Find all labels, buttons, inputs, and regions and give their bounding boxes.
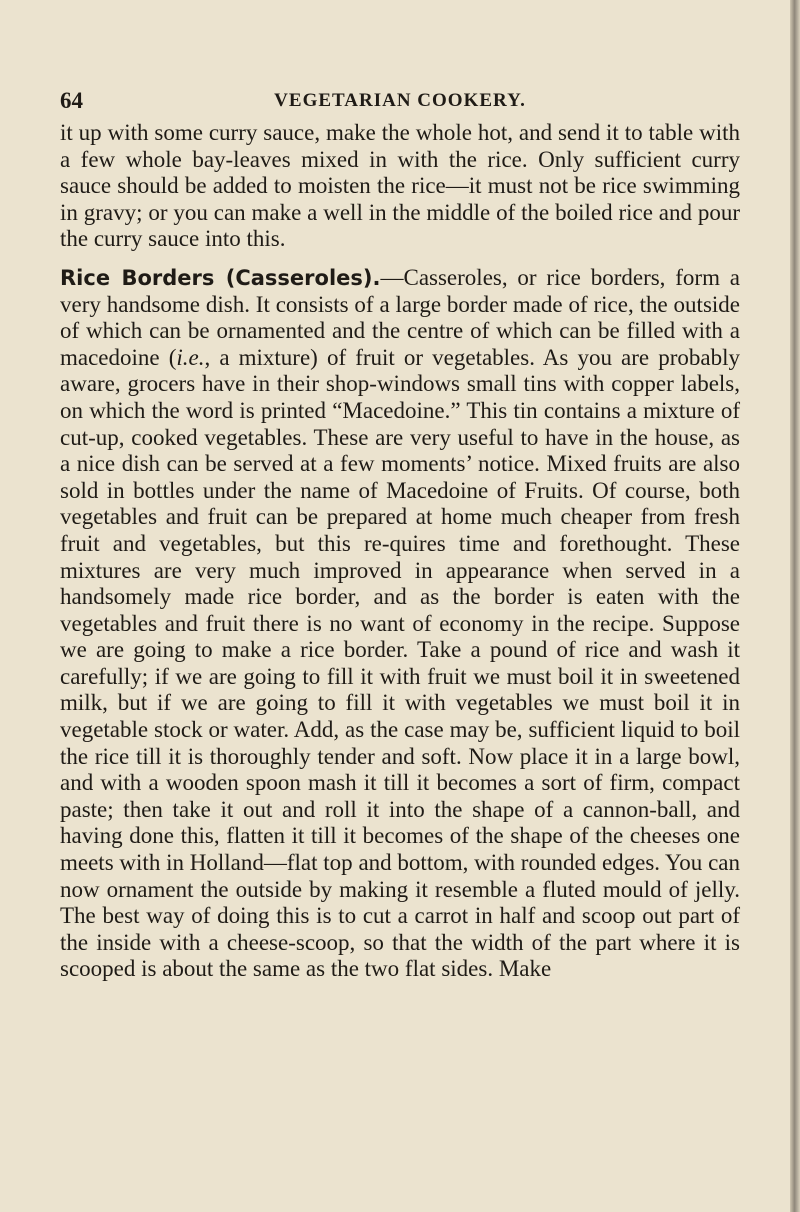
running-title: VEGETARIAN COOKERY. (274, 90, 526, 111)
page-edge (790, 0, 800, 1212)
running-head (60, 88, 740, 116)
ie-abbreviation: i.e. (176, 344, 205, 370)
paragraph-text-b: , a mixture) of fruit or vegetables. As you are probably aware, grocers have in their shop-windows small tins with copper labels, on which the word is printed “Macedoine.” This tin contains a mixture of cut-up, cooked vegetables. These are very useful to have in the house, as a nice dish can be served at a few moments’ notice. Mixed fruits are also sold in bottles under the name of Macedoine of Fruits. Of course, both vegetables and fruit can be prepared at home much cheaper from fresh fruit and vegetables, but this re-quires time and forethought. These mixtures are very much improved in appearance when served in a handsomely made rice border, and as the border is eaten with the vegetables and fruit there is no want of economy in the recipe. Suppose we are going to make a rice border. Take a pound of rice and wash it carefully; if we are going to fill it with fruit we must boil it in sweetened milk, but if we are going to fill it with vegetables we must boil it in vegetable stock or water. Add, as the case may be, sufficient liquid to boil the rice till it is thoroughly tender and soft. Now place it in a large bowl, and with a wooden spoon mash it till it becomes a sort of firm, compact paste; then take it out and roll it into the shape of a cannon-ball, and having done this, flatten it till it becomes of the shape of the cheeses one meets with in Holland—flat top and bottom, with rounded edges. You can now ornament the outside by making it resemble a fluted mould of jelly. The best way of doing this is to cut a carrot in half and scoop out part of the inside with a cheese-scoop, so that the width of the part where it is scooped is about the same as the two flat sides. Make (60, 344, 740, 982)
paragraph-rice-borders (60, 265, 740, 983)
page-number: 64 (60, 88, 83, 113)
section-heading-rice-borders: Rice Borders (Casseroles). (60, 265, 381, 290)
paragraph-curry-rice: it up with some curry sauce, make the whole hot, and send it to table with a few whole bay-leaves mixed in with the rice. Only sufficient curry sauce should be added to moisten the rice—it must not be rice swimming in gravy; or you can make a well in the middle of the boiled rice and pour the curry sauce into this. (60, 120, 740, 252)
body-text (60, 120, 740, 983)
paragraph-text-a: —Casseroles, or rice borders, form a very handsome dish. It consists of a large border made of rice, the outside of which can be ornamented and the centre of which can be filled with a macedoine ( (60, 264, 741, 370)
